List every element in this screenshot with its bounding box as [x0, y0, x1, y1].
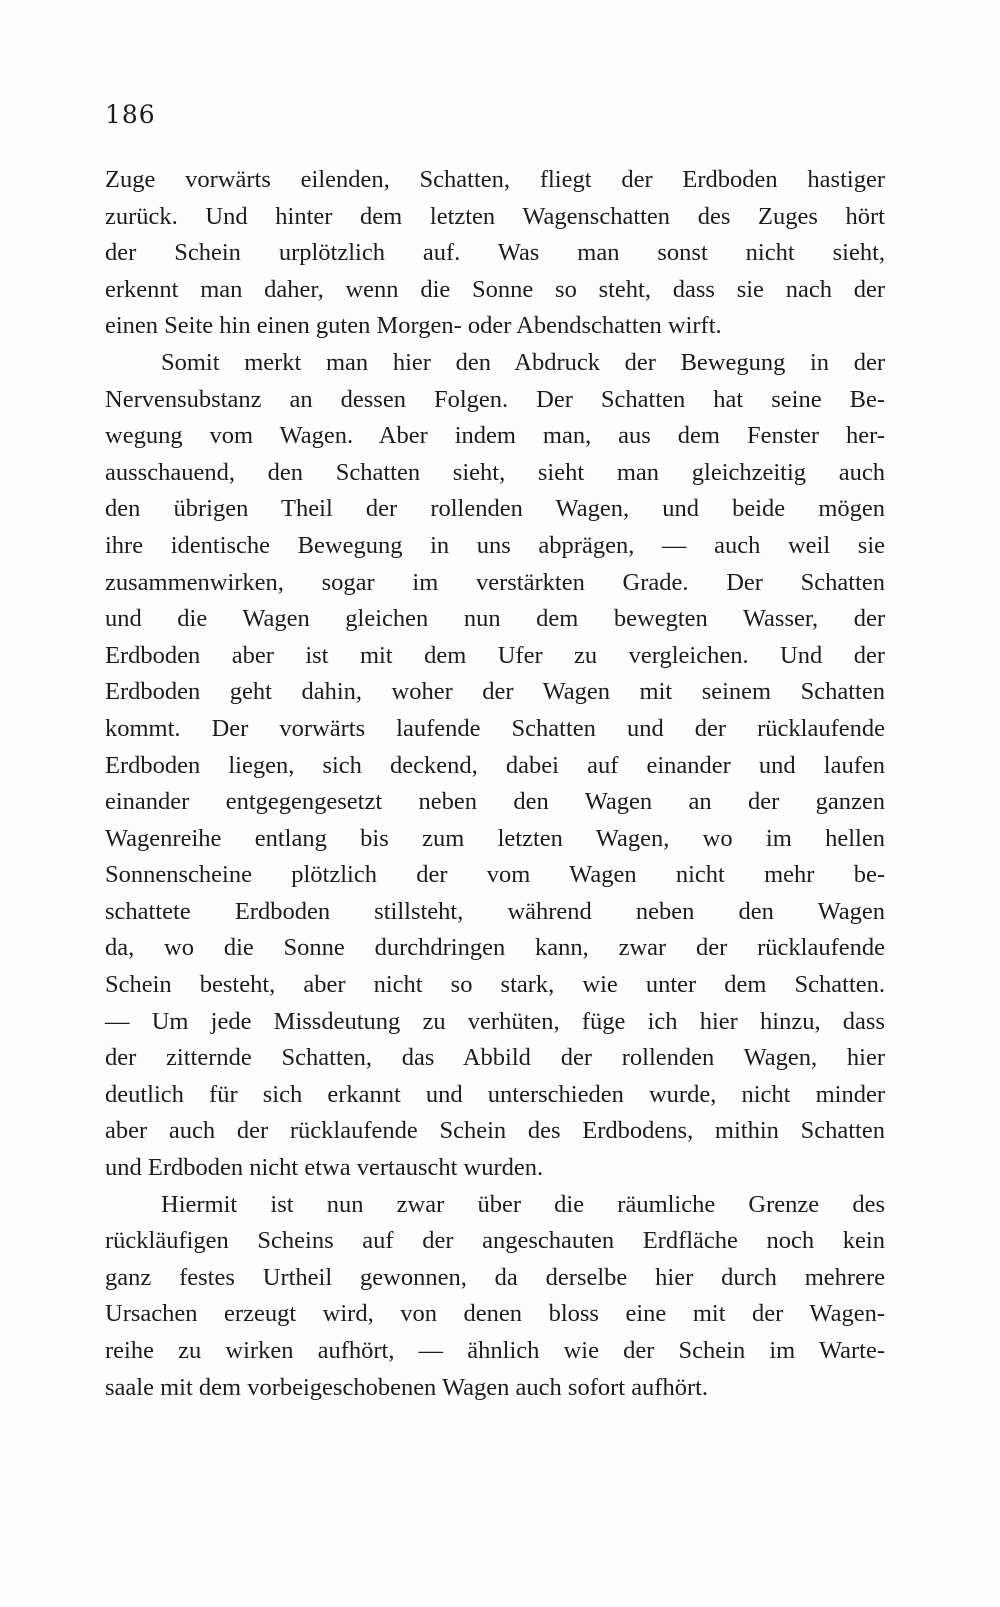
text-line: einen Seite hin einen guten Morgen- oder Abendschatten wirft.	[105, 312, 722, 340]
text-line: Somit merkt man hier den Abdruck der Bewegung in der	[161, 348, 885, 376]
text-line: den übrigen Theil der rollenden Wagen, und beide mögen	[105, 495, 885, 523]
text-line: reihe zu wirken aufhört, — ähnlich wie der Schein im Warte-	[105, 1337, 885, 1364]
text-line: Erdboden geht dahin, woher der Wagen mit seinem Schatten	[105, 678, 885, 706]
text-line: und Erdboden nicht etwa vertauscht wurden.	[105, 1154, 544, 1182]
text-line: einander entgegengesetzt neben den Wagen an der ganzen	[105, 788, 885, 816]
text-line: rückläufigen Scheins auf der angeschauten Erdfläche noch kein	[105, 1227, 885, 1255]
text-line: Nervensubstanz an dessen Folgen. Der Schatten hat seine Be-	[105, 385, 885, 413]
text-line: Zuge vorwärts eilenden, Schatten, fliegt der Erdboden hastiger	[105, 166, 885, 193]
text-line: wegung vom Wagen. Aber indem man, aus dem Fenster her-	[105, 422, 885, 450]
text-line: Hiermit ist nun zwar über die räumliche Grenze des	[161, 1190, 885, 1218]
text-line: Erdboden liegen, sich deckend, dabei auf einander und laufen	[105, 751, 885, 779]
text-line: Schein besteht, aber nicht so stark, wie unter dem Schatten.	[105, 971, 885, 999]
body-text	[105, 162, 885, 1406]
text-line: da, wo die Sonne durchdringen kann, zwar der rücklaufende	[105, 934, 885, 962]
text-line: saale mit dem vorbeigeschobenen Wagen auch sofort aufhört.	[105, 1373, 709, 1401]
page-number: 186	[105, 100, 156, 129]
text-line: — Um jede Missdeutung zu verhüten, füge ich hier hinzu, dass	[105, 1007, 885, 1035]
text-line: und die Wagen gleichen nun dem bewegten Wasser, der	[105, 605, 885, 633]
text-line: deutlich für sich erkannt und unterschieden wurde, nicht minder	[105, 1080, 885, 1108]
text-line: Erdboden aber ist mit dem Ufer zu vergleichen. Und der	[105, 641, 885, 669]
text-line: ihre identische Bewegung in uns abprägen, — auch weil sie	[105, 531, 885, 559]
text-line: erkennt man daher, wenn die Sonne so steht, dass sie nach der	[105, 275, 885, 303]
text-line: Sonnenscheine plötzlich der vom Wagen nicht mehr be-	[105, 861, 885, 889]
text-line: ganz festes Urtheil gewonnen, da derselbe hier durch mehrere	[105, 1263, 885, 1291]
text-line: der zitternde Schatten, das Abbild der rollenden Wagen, hier	[105, 1044, 885, 1072]
text-line: Ursachen erzeugt wird, von denen bloss eine mit der Wagen-	[105, 1300, 885, 1328]
text-line: Wagenreihe entlang bis zum letzten Wagen, wo im hellen	[105, 824, 885, 852]
text-line: schattete Erdboden stillsteht, während neben den Wagen	[105, 897, 885, 925]
text-line: aber auch der rücklaufende Schein des Erdbodens, mithin Schatten	[105, 1117, 885, 1145]
text-line: der Schein urplötzlich auf. Was man sonst nicht sieht,	[105, 239, 885, 267]
text-line: zusammenwirken, sogar im verstärkten Grade. Der Schatten	[105, 568, 885, 596]
text-line: kommt. Der vorwärts laufende Schatten und der rücklaufende	[105, 714, 885, 742]
text-line: zurück. Und hinter dem letzten Wagenschatten des Zuges hört	[105, 202, 885, 230]
text-line: ausschauend, den Schatten sieht, sieht man gleichzeitig auch	[105, 458, 885, 486]
